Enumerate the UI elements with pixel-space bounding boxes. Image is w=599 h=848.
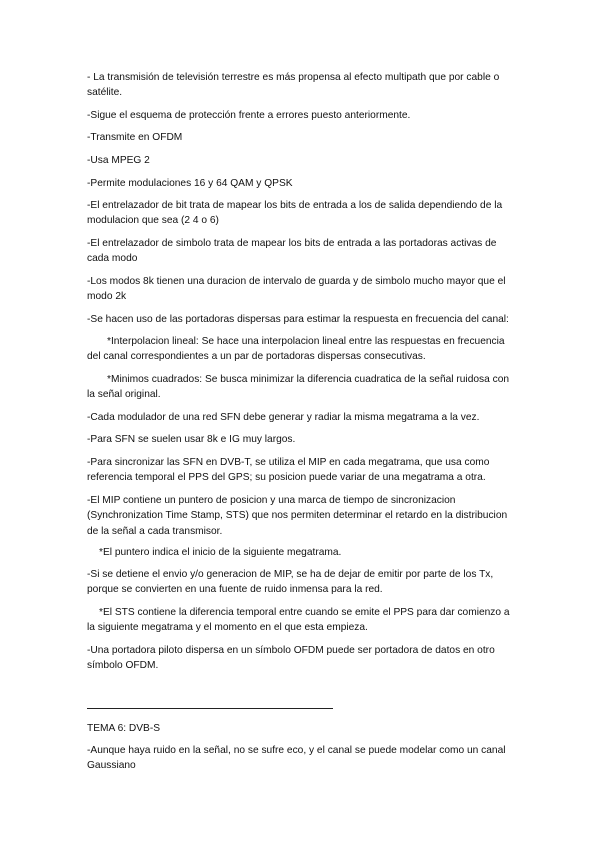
paragraph-bit-interleaver: -El entrelazador de bit trata de mapear los bits de entrada a los de salida dependiendo de la modulacion que sea (2 4 o 6) xyxy=(87,200,503,227)
bullet-pointer: *El puntero indica el inicio de la siguiente megatrama. xyxy=(99,547,342,558)
section-divider xyxy=(87,708,333,709)
paragraph-pilot-carrier: -Una portadora piloto dispersa en un símbolo OFDM puede ser portadora de datos en otro símbolo OFDM. xyxy=(87,645,495,672)
paragraph-scattered-pilots: -Se hacen uso de las portadoras dispersas para estimar la respuesta en frecuencia del canal: xyxy=(87,314,509,325)
bullet-least-squares: *Minimos cuadrados: Se busca minimizar la diferencia cuadratica de la señal ruidosa con la señal original. xyxy=(87,374,510,401)
bullet-sts: *El STS contiene la diferencia temporal entre cuando se emite el PPS para dar comienzo a la siguiente megatrama y el momento en el que esta empieza. xyxy=(87,607,510,634)
paragraph-sfn-8k: -Para SFN se suelen usar 8k e IG muy largos. xyxy=(87,434,296,445)
bullet-linear-interpolation: *Interpolacion lineal: Se hace una interpolacion lineal entre las respuestas en frecuencia del canal correspondientes a un par de portadoras dispersas consecutivas. xyxy=(87,336,505,363)
paragraph-mip-stop: -Si se detiene el envio y/o generacion de MIP, se ha de dejar de emitir por parte de los Tx, porque se convierten en una fuente de ruido inmensa para la red. xyxy=(87,569,494,596)
paragraph-ofdm: -Transmite en OFDM xyxy=(87,132,183,143)
paragraph-sfn-modulator: -Cada modulador de una red SFN debe generar y radiar la misma megatrama a la vez. xyxy=(87,412,480,423)
paragraph-symbol-interleaver: -El entrelazador de simbolo trata de mapear los bits de entrada a las portadoras activas de cada modo xyxy=(87,238,497,265)
paragraph-modulations: -Permite modulaciones 16 y 64 QAM y QPSK xyxy=(87,178,293,189)
paragraph-sfn-sync: -Para sincronizar las SFN en DVB-T, se utiliza el MIP en cada megatrama, que usa como referencia temporal el PPS del GPS; su posicion puede variar de una megatrama a otra. xyxy=(87,457,490,484)
paragraph-error-protection: -Sigue el esquema de protección frente a errores puesto anteriormente. xyxy=(87,110,411,121)
paragraph-multipath: - La transmisión de televisión terrestre es más propensa al efecto multipath que por cable o satélite. xyxy=(87,72,500,99)
section-title: TEMA 6: DVB-S xyxy=(87,723,161,734)
paragraph-8k-modes: -Los modos 8k tienen una duracion de intervalo de guarda y de simbolo mucho mayor que el modo 2k xyxy=(87,276,506,303)
paragraph-mip-contents: -El MIP contiene un puntero de posicion y una marca de tiempo de sincronizacion (Synchronization Time Stamp, STS) que nos permiten determinar el retardo en la distribucion de la señal a cada transmisor. xyxy=(87,495,508,537)
paragraph-mpeg2: -Usa MPEG 2 xyxy=(87,155,150,166)
paragraph-dvbs-noise: -Aunque haya ruido en la señal, no se sufre eco, y el canal se puede modelar como un canal Gaussiano xyxy=(87,745,506,772)
